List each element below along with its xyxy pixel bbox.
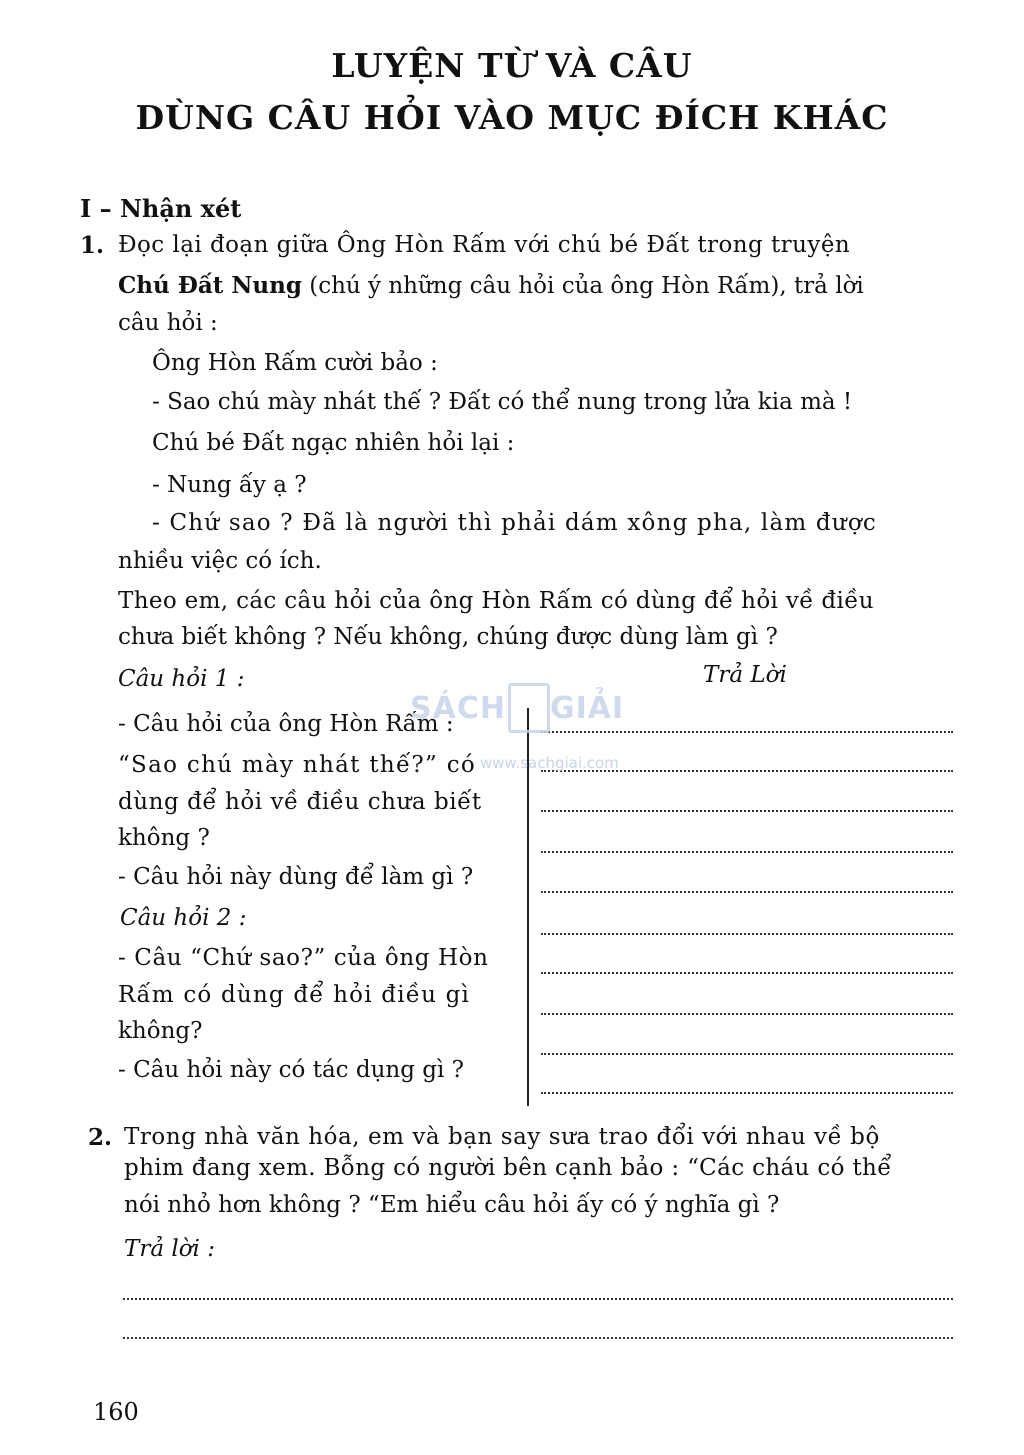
question-2-number: 2.	[88, 1124, 113, 1151]
story-title: Chú Đất Nung	[118, 272, 302, 299]
question-1-line-2	[118, 272, 864, 299]
section-heading: I – Nhận xét	[80, 194, 242, 223]
answer-line[interactable]	[541, 810, 953, 812]
q1-item-1-line-2: “Sao chú mày nhát thế?” có	[118, 752, 477, 778]
answer-line[interactable]	[541, 933, 953, 935]
passage-line-1: Ông Hòn Rấm cười bảo :	[152, 350, 438, 376]
q2-item-1-line-2: Rấm có dùng để hỏi điều gì	[118, 982, 471, 1008]
passage-line-6: nhiều việc có ích.	[118, 548, 322, 574]
question-1-prompt-b: chưa biết không ? Nếu không, chúng được dùng làm gì ?	[118, 624, 778, 650]
watermark-text-right: GIẢI	[550, 691, 625, 726]
answer-line[interactable]	[541, 1092, 953, 1094]
lesson-title: DÙNG CÂU HỎI VÀO MỤC ĐÍCH KHÁC	[135, 98, 889, 137]
watermark-text-left: SÁCH	[410, 691, 506, 726]
question-2-line-2: phim đang xem. Bỗng có người bên cạnh bảo : “Các cháu có thể	[124, 1155, 892, 1181]
page-number: 160	[93, 1398, 139, 1426]
answer-line[interactable]	[541, 851, 953, 853]
question-2-line-1: Trong nhà văn hóa, em và bạn say sưa trao đổi với nhau về bộ	[124, 1124, 880, 1150]
q1-item-2: - Câu hỏi này dùng để làm gì ?	[118, 864, 474, 890]
question-2-line-3: nói nhỏ hơn không ? “Em hiểu câu hỏi ấy có ý nghĩa gì ?	[124, 1192, 780, 1218]
question-1-line-2-rest: (chú ý những câu hỏi của ông Hòn Rấm), trả lời	[301, 273, 864, 299]
question-1-number: 1.	[80, 232, 105, 259]
answer-line[interactable]	[541, 1013, 953, 1015]
answer-line[interactable]	[541, 891, 953, 893]
q2-item-1-line-1: - Câu “Chứ sao?” của ông Hòn	[118, 945, 489, 971]
question-2-answer-label: Trả lời :	[124, 1236, 215, 1262]
passage-line-3: Chú bé Đất ngạc nhiên hỏi lại :	[152, 430, 515, 456]
q2-item-1-line-3: không?	[118, 1018, 203, 1044]
question-1-prompt-a: Theo em, các câu hỏi của ông Hòn Rấm có dùng để hỏi về điều	[118, 588, 874, 614]
q1-item-1-line-4: không ?	[118, 825, 210, 851]
lesson-category-title: LUYỆN TỪ VÀ CÂU	[331, 46, 693, 85]
q1-item-1-line-1: - Câu hỏi của ông Hòn Rấm :	[118, 711, 454, 737]
cau-hoi-2-label: Câu hỏi 2 :	[120, 905, 247, 931]
q1-item-1-line-3: dùng để hỏi về điều chưa biết	[118, 789, 482, 815]
answer-line[interactable]	[123, 1298, 953, 1300]
q2-item-2: - Câu hỏi này có tác dụng gì ?	[118, 1057, 464, 1083]
cau-hoi-1-label: Câu hỏi 1 :	[118, 666, 245, 692]
answer-line[interactable]	[541, 972, 953, 974]
passage-line-5: - Chứ sao ? Đã là người thì phải dám xông pha, làm được	[152, 510, 877, 536]
answer-column-header: Trả Lời	[703, 662, 787, 688]
answer-line[interactable]	[123, 1337, 953, 1339]
watermark-box-icon	[508, 683, 550, 733]
passage-line-2: - Sao chú mày nhát thế ? Đất có thể nung trong lửa kia mà !	[152, 389, 853, 415]
watermark-logo	[410, 683, 625, 735]
question-1-line-1: Đọc lại đoạn giữa Ông Hòn Rấm với chú bé Đất trong truyện	[118, 232, 851, 258]
answer-line[interactable]	[541, 1053, 953, 1055]
question-1-line-3: câu hỏi :	[118, 310, 218, 336]
watermark-url: www.sachgiai.com	[480, 754, 619, 772]
passage-line-4: - Nung ấy ạ ?	[152, 472, 307, 498]
